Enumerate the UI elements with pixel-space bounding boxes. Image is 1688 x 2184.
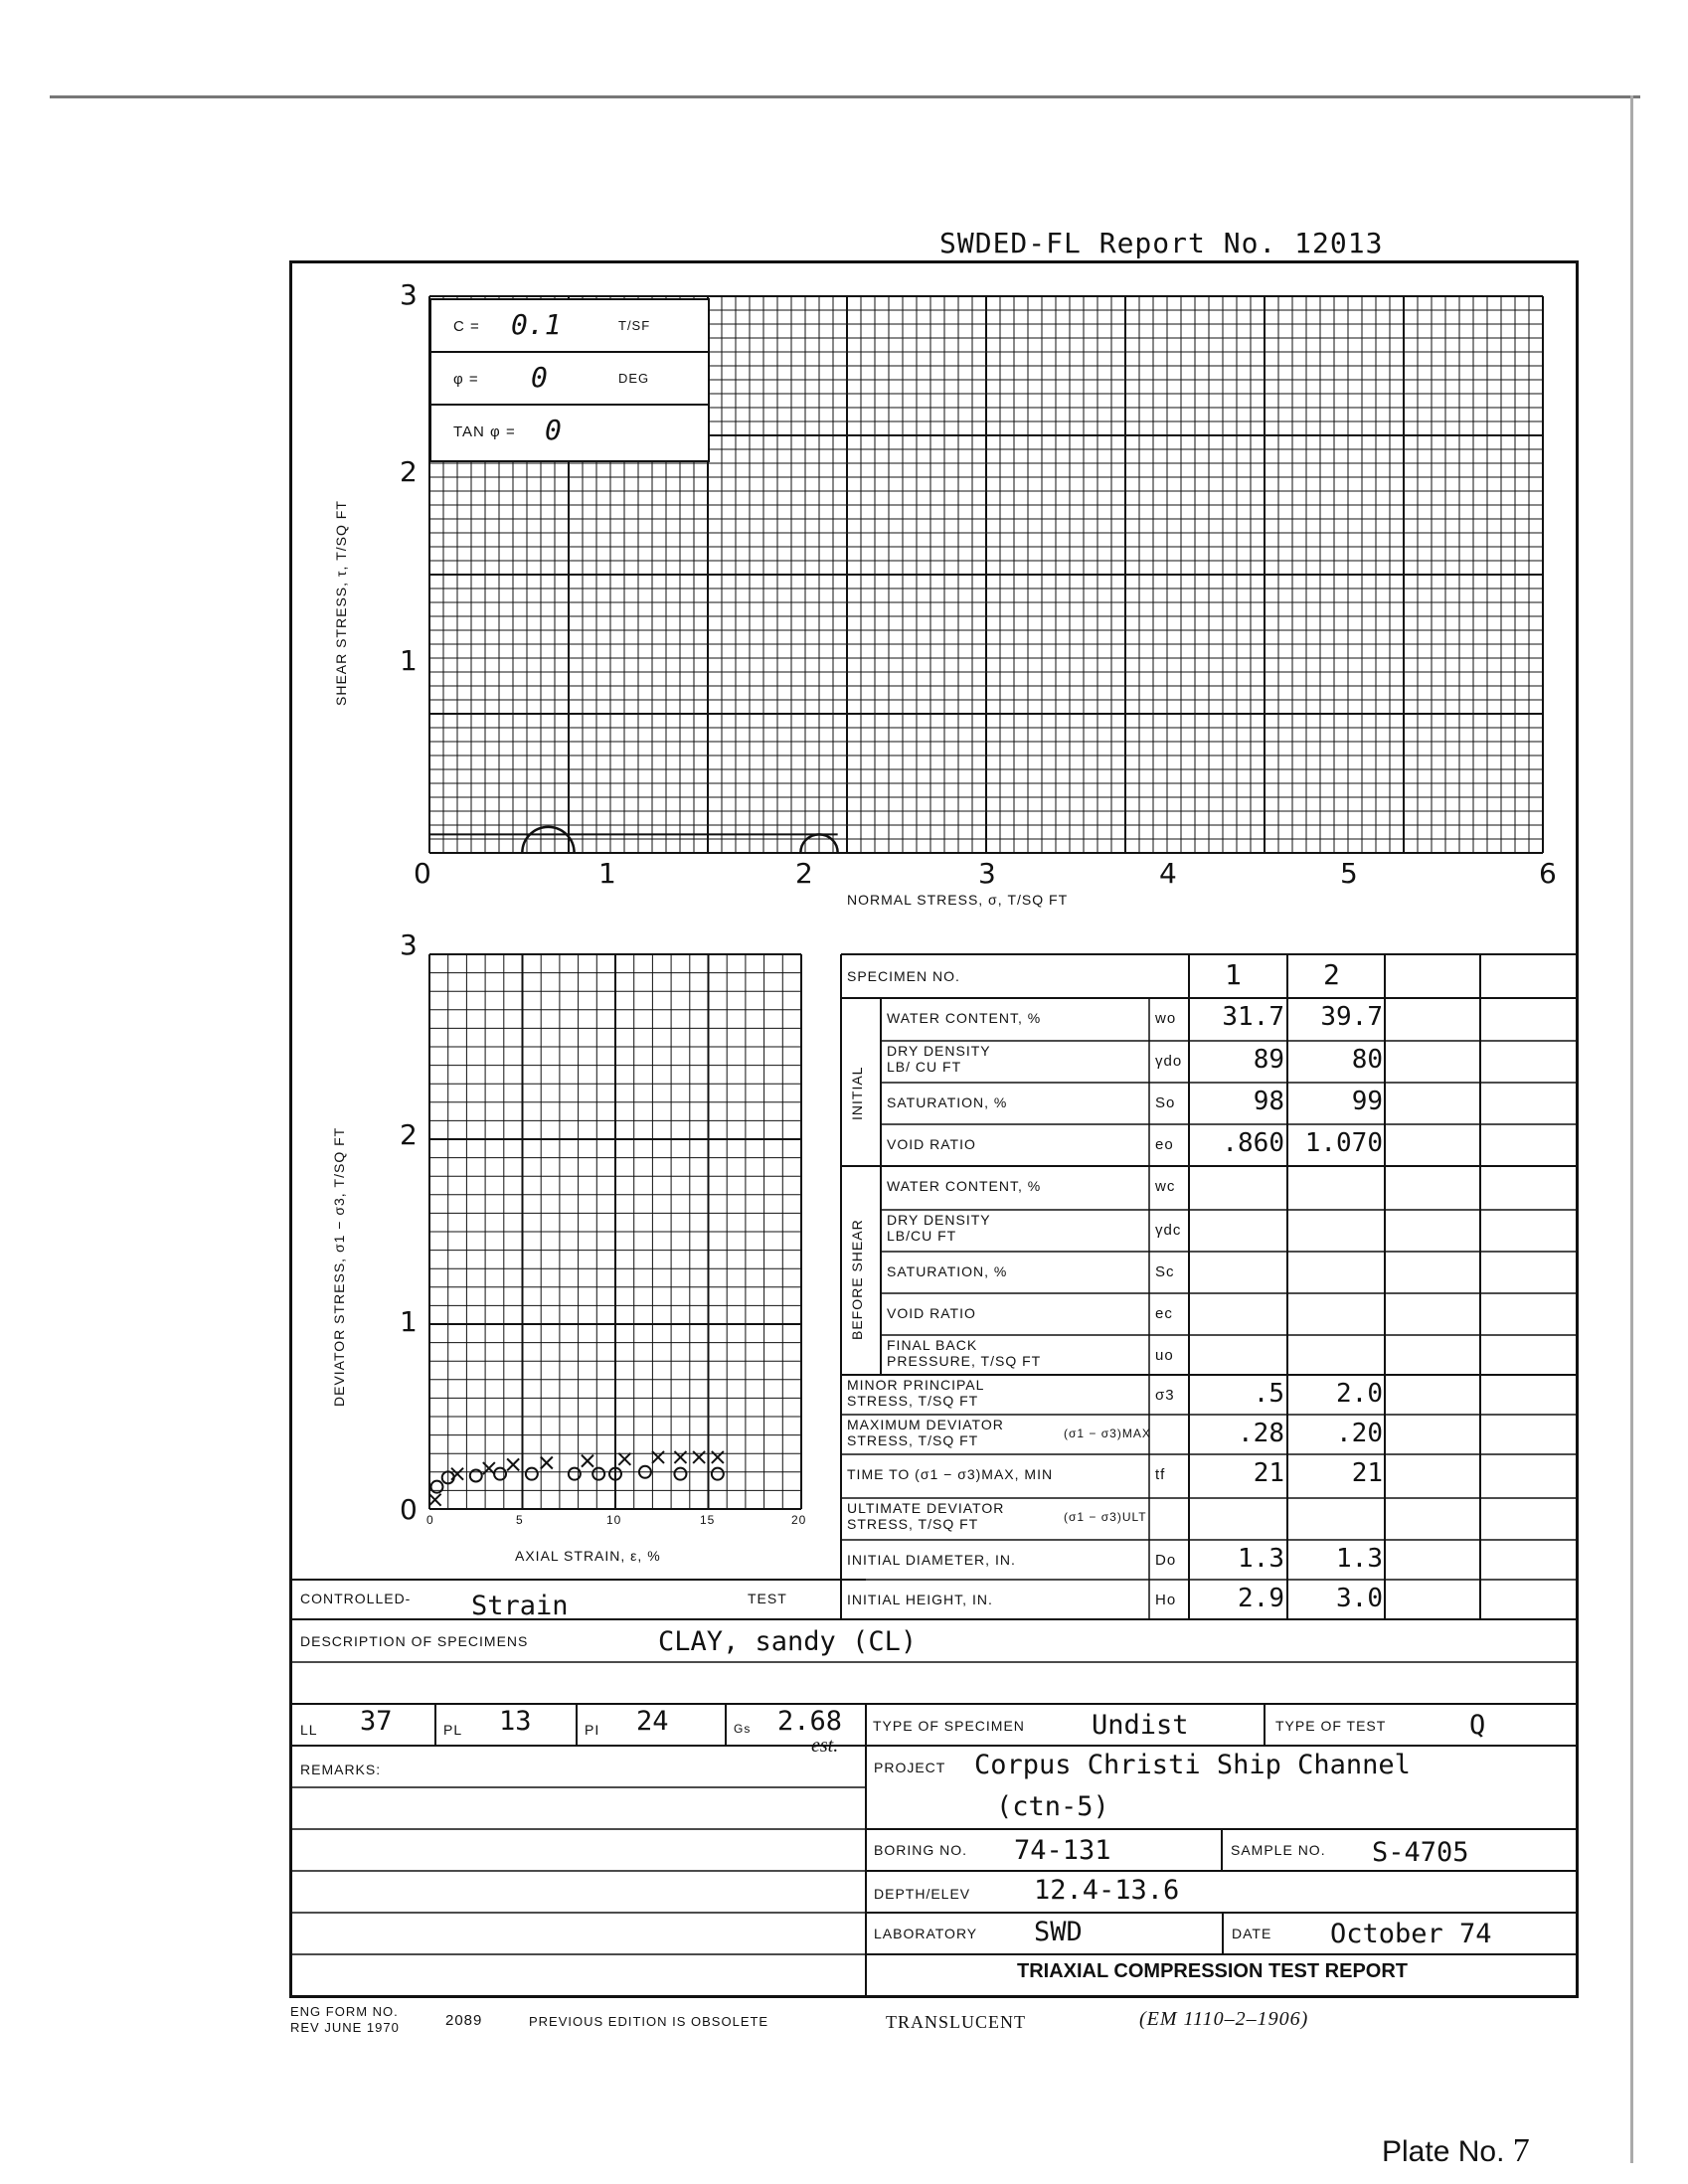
mohr-y-tick-2: 2 [400,455,418,488]
depth-value: 12.4-13.6 [1034,1875,1180,1906]
phi-value: 0 [531,361,548,394]
type-specimen-value: Undist [1092,1710,1189,1741]
specimen-1-value: .28 [1238,1419,1284,1448]
ss-y-tick-2: 2 [400,1118,418,1151]
plate-label: Plate No. [1382,2135,1505,2168]
table-row-label: WATER CONTENT, % [887,1010,1042,1026]
specimen-1-value: 31.7 [1222,1002,1284,1032]
ss-y-label: DEVIATOR STRESS, σ1 − σ3, T/SQ FT [331,1126,347,1407]
table-row-label: SATURATION, % [887,1094,1008,1110]
project-value-line2: (ctn-5) [996,1791,1109,1822]
depth-label: DEPTH/ELEV [874,1886,971,1902]
ss-y-tick-1: 1 [400,1305,418,1338]
project-value: Corpus Christi Ship Channel [974,1750,1411,1780]
table-row-symbol: (σ1 − σ3)MAX [1064,1427,1151,1440]
ss-x-tick-20: 20 [791,1513,807,1527]
table-row-symbol: Do [1155,1552,1177,1569]
ss-x-tick-0: 0 [426,1513,434,1527]
ss-x-tick-10: 10 [606,1513,622,1527]
specimen-1-value: 89 [1253,1045,1284,1075]
specimen-no-label: SPECIMEN NO. [847,968,960,984]
table-row-label: FINAL BACK PRESSURE, T/SQ FT [887,1337,1042,1369]
mohr-x-tick-3: 3 [978,857,996,890]
specimen-2-value: 21 [1351,1458,1383,1488]
specimen-2-value: 99 [1351,1087,1383,1116]
specimen-no-1: 1 [1225,958,1242,991]
mohr-x-tick-1: 1 [598,857,616,890]
mohr-x-tick-6: 6 [1539,857,1557,890]
pi-label: PI [585,1722,600,1738]
eng-form-label: ENG FORM NO. [290,2004,399,2019]
plate-number-value: 7 [1512,2132,1530,2169]
ll-label: LL [300,1722,318,1738]
table-row-symbol: Ho [1155,1592,1177,1608]
pl-label: PL [443,1722,463,1738]
obsolete-note: PREVIOUS EDITION IS OBSOLETE [529,2014,769,2029]
table-row-symbol: ec [1155,1305,1173,1322]
phi-unit: DEG [618,371,650,386]
boring-value: 74-131 [1014,1835,1111,1866]
specimen-2-value: 3.0 [1336,1584,1383,1613]
test-label: TEST [748,1591,787,1606]
remarks-label: REMARKS: [300,1762,382,1777]
form-number: 2089 [445,2012,483,2029]
table-row-label: SATURATION, % [887,1263,1008,1279]
em-reference: (EM 1110–2–1906) [1139,2008,1309,2030]
cohesion-label: C = [453,318,480,335]
table-row-label: INITIAL HEIGHT, IN. [847,1592,993,1607]
ll-value: 37 [360,1706,393,1737]
description-value: CLAY, sandy (CL) [658,1626,918,1657]
table-row-symbol: tf [1155,1466,1166,1483]
report-title: TRIAXIAL COMPRESSION TEST REPORT [1017,1960,1408,1982]
gs-label: Gs [734,1722,752,1736]
date-label: DATE [1232,1926,1272,1941]
table-row-symbol: uo [1155,1347,1174,1364]
ss-x-tick-5: 5 [516,1513,524,1527]
pl-value: 13 [499,1706,532,1737]
mohr-x-tick-2: 2 [795,857,813,890]
table-row-label: DRY DENSITY LB/ CU FT [887,1043,991,1075]
table-row-label: VOID RATIO [887,1136,976,1152]
specimen-1-value: 1.3 [1238,1544,1284,1574]
sample-label: SAMPLE NO. [1231,1842,1326,1858]
ss-x-tick-15: 15 [700,1513,716,1527]
type-specimen-label: TYPE OF SPECIMEN [873,1718,1025,1734]
specimen-2-value: 39.7 [1320,1002,1383,1032]
table-row-symbol: wo [1155,1010,1177,1027]
table-row-symbol: So [1155,1094,1176,1111]
ss-y-tick-3: 3 [400,928,418,961]
specimen-2-value: 1.3 [1336,1544,1383,1574]
plate-number [1382,2132,1530,2170]
table-row-symbol: (σ1 − σ3)ULT [1064,1510,1147,1524]
type-test-label: TYPE OF TEST [1275,1718,1387,1734]
specimen-1-value: 2.9 [1238,1584,1284,1613]
table-row-symbol: eo [1155,1136,1174,1153]
table-row-label: INITIAL DIAMETER, IN. [847,1552,1016,1568]
cohesion-unit: T/SF [618,318,651,333]
mohr-y-tick-1: 1 [400,644,418,677]
mohr-y-tick-3: 3 [400,278,418,311]
specimen-2-value: 2.0 [1336,1379,1383,1409]
type-test-value: Q [1469,1710,1486,1741]
table-row-label: TIME TO (σ1 − σ3)MAX, MIN [847,1466,1054,1482]
table-row-label: MAXIMUM DEVIATOR STRESS, T/SQ FT [847,1417,1004,1448]
table-row-symbol: Sc [1155,1263,1175,1280]
table-row-label: WATER CONTENT, % [887,1178,1042,1194]
mohr-y-label: SHEAR STRESS, τ, T/SQ FT [333,500,349,706]
pi-value: 24 [636,1706,669,1737]
gs-note: est. [811,1735,839,1757]
specimen-2-value: .20 [1336,1419,1383,1448]
laboratory-label: LABORATORY [874,1926,978,1941]
rev-label: REV JUNE 1970 [290,2020,400,2035]
project-label: PROJECT [874,1760,946,1775]
table-row-symbol: γdo [1155,1053,1183,1070]
table-row-symbol: wc [1155,1178,1176,1195]
table-row-label: ULTIMATE DEVIATOR STRESS, T/SQ FT [847,1500,1005,1532]
ss-x-label: AXIAL STRAIN, ε, % [515,1548,661,1564]
ss-y-tick-0: 0 [400,1493,418,1526]
mohr-x-tick-0: 0 [414,857,431,890]
date-value: October 74 [1330,1919,1492,1949]
specimen-no-2: 2 [1323,958,1340,991]
table-row-label: DRY DENSITY LB/CU FT [887,1212,991,1244]
boring-label: BORING NO. [874,1842,968,1858]
sample-value: S-4705 [1372,1837,1469,1868]
table-row-label: VOID RATIO [887,1305,976,1321]
controlled-value: Strain [471,1591,569,1621]
table-row-label: MINOR PRINCIPAL STRESS, T/SQ FT [847,1377,985,1409]
mohr-x-tick-5: 5 [1340,857,1358,890]
specimen-1-value: 21 [1253,1458,1284,1488]
controlled-label: CONTROLLED- [300,1591,412,1606]
specimen-1-value: .860 [1222,1128,1284,1158]
cohesion-value: 0.1 [511,308,562,341]
description-label: DESCRIPTION OF SPECIMENS [300,1633,529,1649]
tanphi-value: 0 [545,414,562,446]
table-row-symbol: σ3 [1155,1387,1175,1404]
phi-label: φ = [453,371,479,388]
specimen-1-value: .5 [1253,1379,1284,1409]
translucent-label: TRANSLUCENT [886,2012,1026,2032]
gs-value: 2.68 [777,1706,843,1737]
specimen-2-value: 80 [1351,1045,1383,1075]
specimen-2-value: 1.070 [1304,1128,1383,1158]
report-number: SWDED-FL Report No. 12013 [939,227,1384,259]
laboratory-value: SWD [1034,1917,1083,1947]
tanphi-label: TAN φ = [453,423,516,440]
group-before-shear-label: BEFORE SHEAR [849,1219,865,1340]
group-initial-label: INITIAL [849,1066,865,1120]
mohr-x-label: NORMAL STRESS, σ, T/SQ FT [847,892,1069,908]
specimen-1-value: 98 [1253,1087,1284,1116]
mohr-x-tick-4: 4 [1159,857,1177,890]
table-row-symbol: γdc [1155,1222,1182,1239]
